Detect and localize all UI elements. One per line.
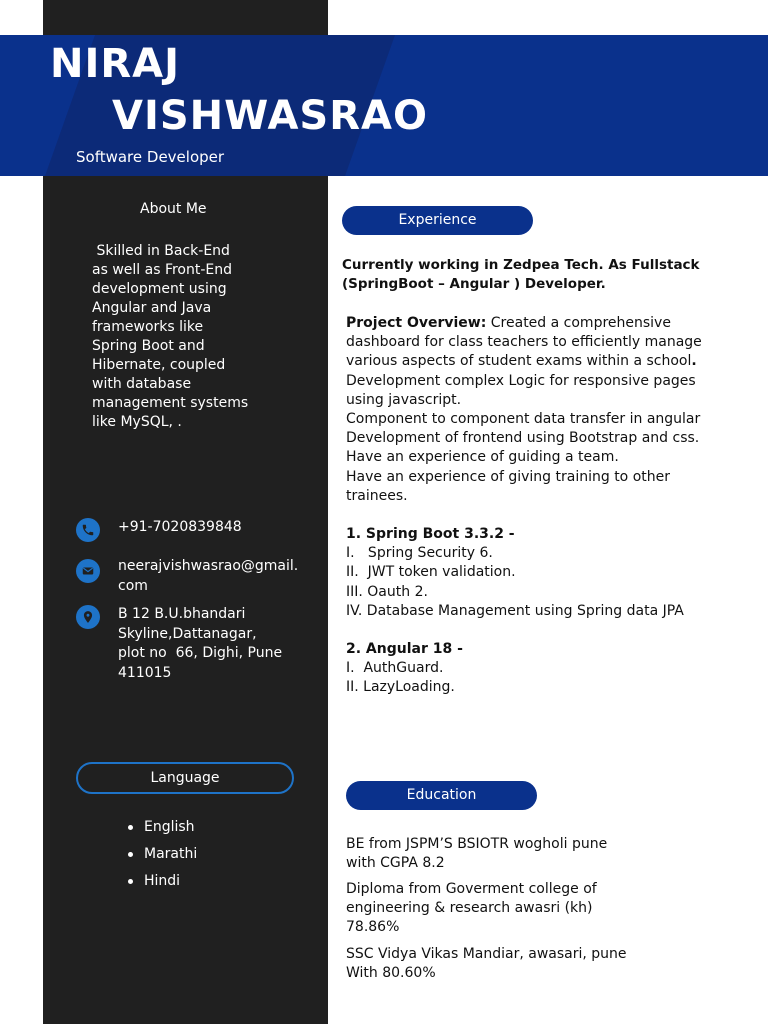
language-item: English — [128, 814, 197, 841]
experience-line: Component to component data transfer in angular — [346, 411, 701, 428]
spring-item: III. Oauth 2. — [346, 583, 428, 600]
location-icon — [76, 605, 100, 629]
mail-icon — [76, 559, 100, 583]
spring-item: I. Spring Security 6. — [346, 545, 493, 562]
experience-headline: Currently working in Zedpea Tech. As Fullstack (SpringBoot – Angular ) Developer. — [342, 257, 700, 293]
experience-title: Experience — [342, 206, 533, 235]
spring-item: IV. Database Management using Spring data JPA — [346, 602, 684, 619]
first-name: NIRAJ — [50, 41, 180, 87]
address: B 12 B.U.bhandari Skyline,Dattanagar, plot no 66, Dighi, Pune 411015 — [118, 606, 283, 681]
about-title: About Me — [140, 201, 207, 217]
experience-line: Development of frontend using Bootstrap and css. — [346, 430, 700, 447]
email-address: neerajvishwasrao@gmail. com — [118, 558, 299, 594]
experience-line: Have an experience of guiding a team. — [346, 449, 619, 466]
contact-address — [76, 605, 310, 683]
about-body: Skilled in Back-End as well as Front-End development using Angular and Java frameworks like Spring Boot and Hibernate, coupled with database management systems like MySQL, . — [92, 243, 249, 430]
angular-title: 2. Angular 18 - — [346, 641, 463, 658]
education-item: BE from JSPM’S BSIOTR wogholi pune with CGPA 8.2 — [346, 836, 608, 872]
angular-item: I. AuthGuard. — [346, 660, 444, 677]
spring-item: II. JWT token validation. — [346, 564, 516, 581]
phone-number: +91-7020839848 — [118, 519, 242, 535]
last-name: VISHWASRAO — [112, 93, 428, 139]
language-item: Hindi — [128, 868, 197, 895]
overview-label: Project Overview: — [346, 315, 487, 331]
job-title: Software Developer — [76, 148, 225, 166]
contact-phone — [76, 518, 310, 542]
experience-line: Development complex Logic for responsive pages using javascript. — [346, 372, 696, 408]
language-list — [128, 814, 197, 895]
project-overview — [346, 314, 721, 372]
overview-end: . — [691, 353, 697, 370]
angular-item: II. LazyLoading. — [346, 679, 455, 696]
experience-details — [346, 314, 721, 698]
language-title: Language — [76, 762, 294, 794]
spring-title: 1. Spring Boot 3.3.2 - — [346, 526, 515, 543]
education-title: Education — [346, 781, 537, 810]
overview-text: Created a comprehensive dashboard for class teachers to efficiently manage various aspects of student exams within a school — [346, 315, 702, 370]
experience-line: Have an experience of giving training to other trainees. — [346, 468, 670, 504]
phone-icon — [76, 518, 100, 542]
education-item: SSC Vidya Vikas Mandiar, awasari, pune With 80.60% — [346, 946, 627, 982]
contact-email — [76, 557, 310, 596]
education-item: Diploma from Goverment college of engineering & research awasri (kh) 78.86% — [346, 881, 597, 936]
language-item: Marathi — [128, 841, 197, 868]
